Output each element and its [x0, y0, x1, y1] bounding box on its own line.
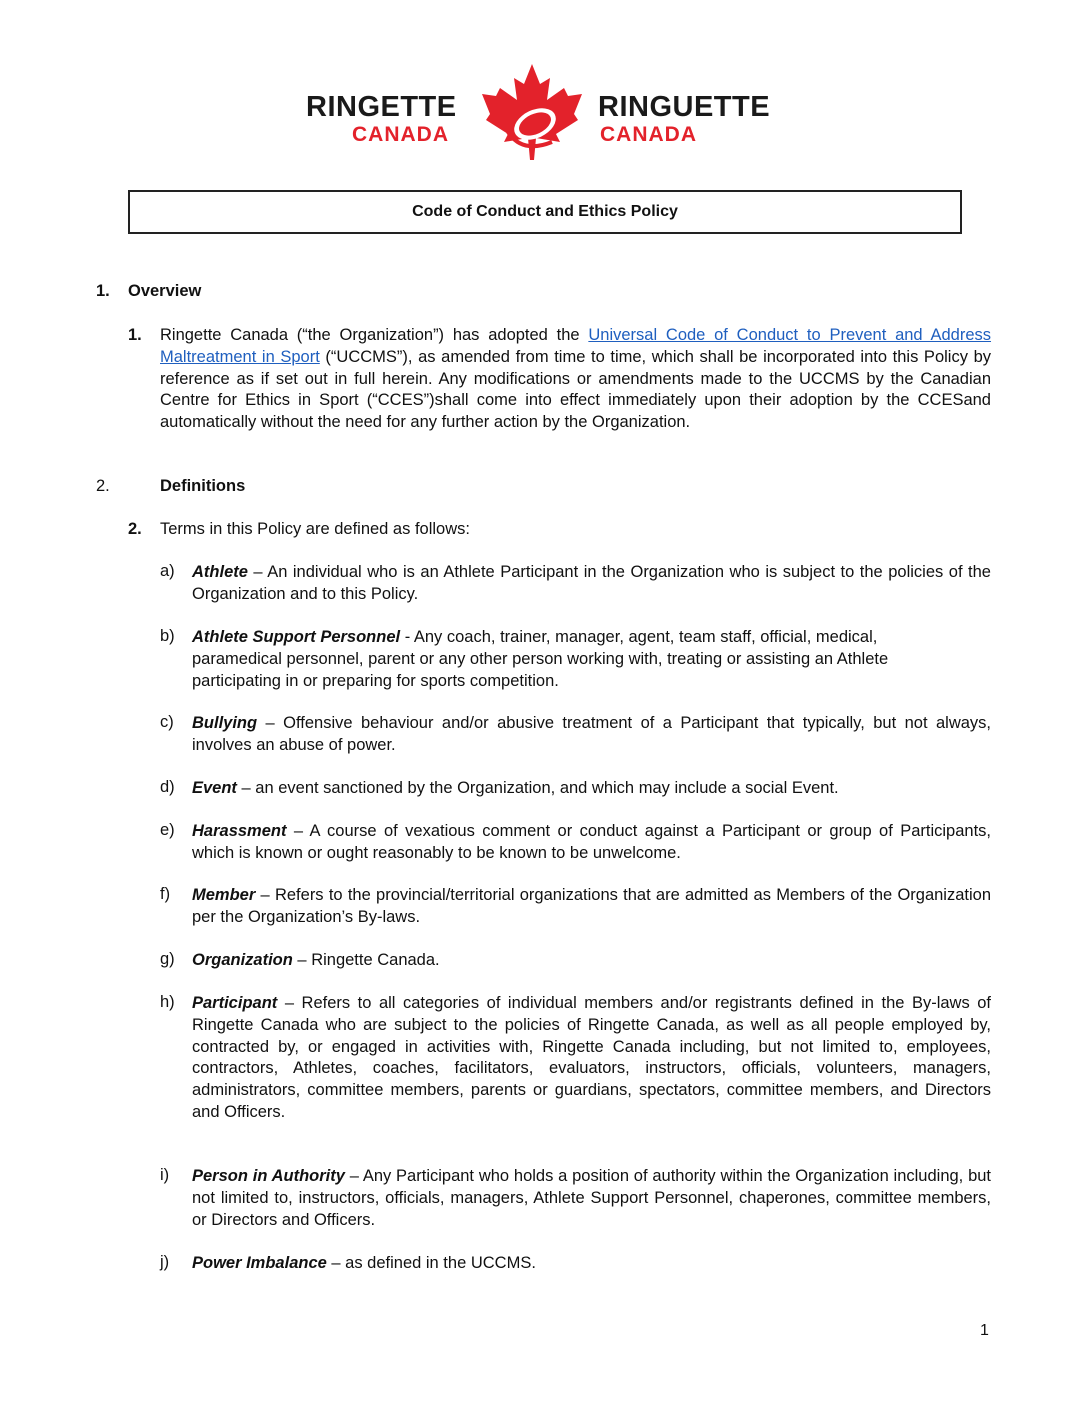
- definition-letter: g): [160, 950, 175, 968]
- definition-term: Harassment: [192, 822, 287, 840]
- logo-right-line1: RINGUETTE: [598, 91, 771, 123]
- item-2-number: 2.: [128, 520, 142, 538]
- definition-text: – Ringette Canada.: [292, 951, 440, 969]
- section-1-number: 1.: [96, 282, 110, 300]
- definition-athlete-support-personnel: [192, 627, 952, 692]
- definition-term: Power Imbalance: [192, 1254, 327, 1272]
- definition-power-imbalance: [192, 1253, 991, 1275]
- definition-harassment: [192, 821, 991, 865]
- definition-term: Person in Authority: [192, 1167, 345, 1185]
- definition-text: – an event sanctioned by the Organization, and which may include a social Event.: [236, 779, 839, 797]
- definition-event: [192, 778, 991, 800]
- definition-letter: j): [160, 1253, 170, 1271]
- logo-right-line2: CANADA: [600, 123, 697, 146]
- definition-term: Member: [192, 886, 256, 904]
- definition-member: [192, 885, 991, 929]
- maple-leaf-ring-icon: [478, 62, 586, 162]
- definition-letter: d): [160, 778, 175, 796]
- definition-letter: f): [160, 885, 171, 903]
- definition-organization: [192, 950, 991, 972]
- logo-left-line2: CANADA: [352, 123, 449, 146]
- section-2-number: 2.: [96, 477, 110, 495]
- item-1-number: 1.: [128, 326, 142, 344]
- definition-letter: i): [160, 1166, 170, 1184]
- uccms-link[interactable]: Universal Code of Conduct to Prevent and Address Maltreatment in Sport: [160, 326, 992, 366]
- definition-bullying: [192, 713, 991, 757]
- definition-participant: [192, 993, 991, 1124]
- definition-text: – Any Participant who holds a position of authority within the Organization including, but not limited to, instructors, officials, managers, Athlete Support Personnel, chaperones, committee members, or Directors and Officers.: [192, 1167, 992, 1229]
- policy-title: Code of Conduct and Ethics Policy: [128, 190, 962, 234]
- definition-term: Organization: [192, 951, 293, 969]
- section-1-heading: Overview: [128, 282, 202, 300]
- definition-person-in-authority: [192, 1166, 991, 1231]
- definition-term: Bullying: [192, 714, 258, 732]
- definition-text: – Refers to all categories of individual members and/or registrants defined in the By-laws of Ringette Canada who are subject to the policies of Ringette Canada, as well as all people employed by, contracted by, or engaged in activities with, Ringette Canada including, but not limited to, employees, contractors, Athletes, coaches, facilitators, evaluators, instructors, officials, volunteers, managers, administrators, committee members, parents or guardians, spectators, committee members, and Directors and Officers.: [192, 994, 991, 1121]
- definition-term: Athlete: [192, 563, 248, 581]
- overview-text-before: Ringette Canada (“the Organization”) has adopted the: [160, 326, 589, 344]
- definition-letter: e): [160, 821, 175, 839]
- definition-term: Participant: [192, 994, 278, 1012]
- overview-text-after: (“UCCMS”), as amended from time to time, which shall be incorporated into this Policy by reference as if set out in full herein. Any modifications or amendments made to the UCCMS by the Canadian Centre for Ethics in Sport (“CCES”)shall come into effect immediately upon their adoption by the CCESand automatically without the need for any further action by the Organization.: [160, 347, 991, 432]
- definition-term: Event: [192, 779, 237, 797]
- page-number: 1: [980, 1322, 989, 1339]
- definition-athlete: [192, 562, 991, 606]
- section-2-heading: Definitions: [160, 477, 246, 495]
- logo-ringuette-canada: [598, 92, 770, 148]
- logo-left-line1: RINGETTE: [306, 91, 457, 123]
- definitions-intro: Terms in this Policy are defined as follows:: [160, 520, 470, 538]
- overview-paragraph: [160, 325, 991, 434]
- definition-letter: a): [160, 562, 175, 580]
- definition-text: – A course of vexatious comment or conduct against a Participant or group of Participants, which is known or ought reasonably to be known to be unwelcome.: [192, 822, 991, 862]
- definition-text: – as defined in the UCCMS.: [326, 1254, 536, 1272]
- definition-term: Athlete Support Personnel: [192, 628, 401, 646]
- definition-letter: b): [160, 627, 175, 645]
- definition-letter: c): [160, 713, 174, 731]
- definition-letter: h): [160, 993, 175, 1011]
- definition-text: – Refers to the provincial/territorial organizations that are admitted as Members of the Organization per the Organization’s By-laws.: [192, 886, 991, 926]
- definition-text: - Any coach, trainer, manager, agent, team staff, official, medical, paramedical personnel, parent or any other person working with, treating or assisting an Athlete participating in or preparing for sports competition.: [192, 628, 889, 690]
- logo-ringette-canada: [306, 92, 457, 148]
- definition-text: – Offensive behaviour and/or abusive treatment of a Participant that typically, but not always, involves an abuse of power.: [192, 714, 991, 754]
- definition-text: – An individual who is an Athlete Participant in the Organization who is subject to the policies of the Organization and to this Policy.: [192, 563, 991, 603]
